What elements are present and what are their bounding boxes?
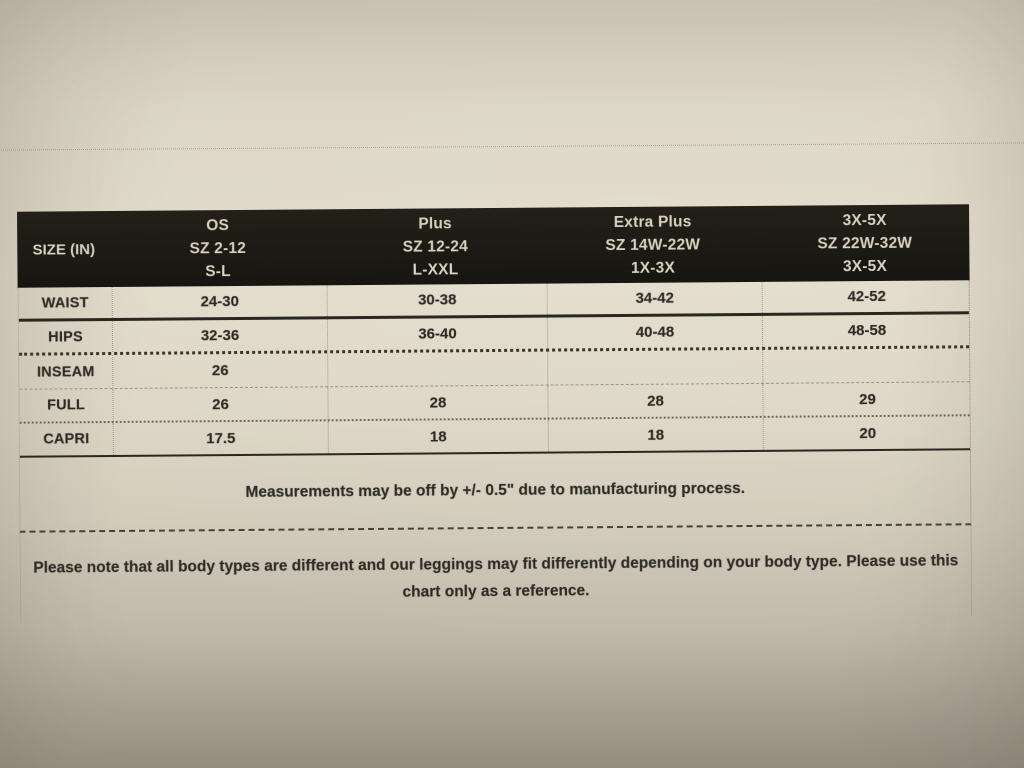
header-col-3x5x-size-name: 3X-5X	[842, 211, 887, 229]
row-label-hips: HIPS	[48, 328, 83, 345]
header-col-plus-size-range: SZ 12-24	[402, 237, 469, 256]
header-col-extra-plus	[545, 206, 761, 284]
header-col-3x5x	[760, 204, 970, 282]
cell-inseam-plus	[327, 352, 547, 387]
disclaimer-row	[20, 525, 973, 622]
cell-hips-3x5x: 48-58	[762, 314, 971, 347]
cell-inseam-os: 26	[112, 353, 327, 388]
tolerance-note-text: Measurements may be off by +/- 0.5" due to manufacturing process.	[245, 479, 746, 501]
header-col-extra-plus-size-name: Extra Plus	[613, 212, 692, 231]
cell-waist-3x5x: 42-52	[762, 280, 971, 313]
cell-waist-plus: 30-38	[327, 284, 547, 317]
table-header-row	[17, 204, 970, 287]
paper-fold-line	[0, 142, 1024, 150]
header-col-plus	[325, 208, 546, 286]
size-chart-table	[17, 204, 971, 532]
cell-inseam-extra-plus	[547, 350, 762, 385]
cell-waist-extra-plus: 34-42	[547, 282, 762, 315]
header-col-plus-letter-range: L-XXL	[412, 260, 459, 279]
cell-capri-extra-plus: 18	[548, 418, 763, 452]
header-col-extra-plus-letter-range: 1X-3X	[630, 259, 676, 277]
cell-hips-plus: 36-40	[327, 318, 547, 351]
header-col-extra-plus-size-range: SZ 14W-22W	[605, 235, 701, 254]
row-label-waist: WAIST	[41, 294, 89, 312]
cell-inseam-3x5x	[762, 348, 971, 383]
cell-full-extra-plus: 28	[547, 384, 762, 418]
cell-full-os: 26	[112, 387, 327, 421]
cell-hips-os: 32-36	[112, 319, 327, 352]
header-col-plus-size-name: Plus	[418, 214, 452, 233]
header-col-3x5x-size-range: SZ 22W-32W	[817, 234, 913, 252]
cell-capri-plus: 18	[328, 420, 548, 454]
cell-capri-os: 17.5	[113, 421, 328, 455]
disclaimer-text: Please note that all body types are different and our leggings may fit differently depending on your body type. Please use this chart only as a reference.	[33, 552, 959, 601]
header-size-in-label: SIZE (IN)	[32, 240, 96, 259]
row-label-capri: CAPRI	[43, 431, 90, 448]
header-col-os-size-name: OS	[206, 216, 230, 234]
table-body	[18, 280, 971, 457]
header-col-os-size-range: SZ 2-12	[189, 239, 247, 257]
header-col-os-letter-range: S-L	[205, 262, 231, 280]
tolerance-note-row	[19, 450, 972, 532]
row-label-full: FULL	[47, 397, 86, 414]
cell-hips-extra-plus: 40-48	[547, 316, 762, 349]
cell-capri-3x5x: 20	[763, 416, 972, 450]
cell-full-3x5x: 29	[762, 382, 971, 416]
header-col-os	[110, 209, 326, 287]
cell-waist-os: 24-30	[112, 285, 327, 318]
size-chart-document	[17, 204, 972, 622]
row-label-inseam: INSEAM	[36, 363, 95, 381]
header-col-3x5x-letter-range: 3X-5X	[842, 257, 888, 275]
cell-full-plus: 28	[327, 386, 547, 420]
